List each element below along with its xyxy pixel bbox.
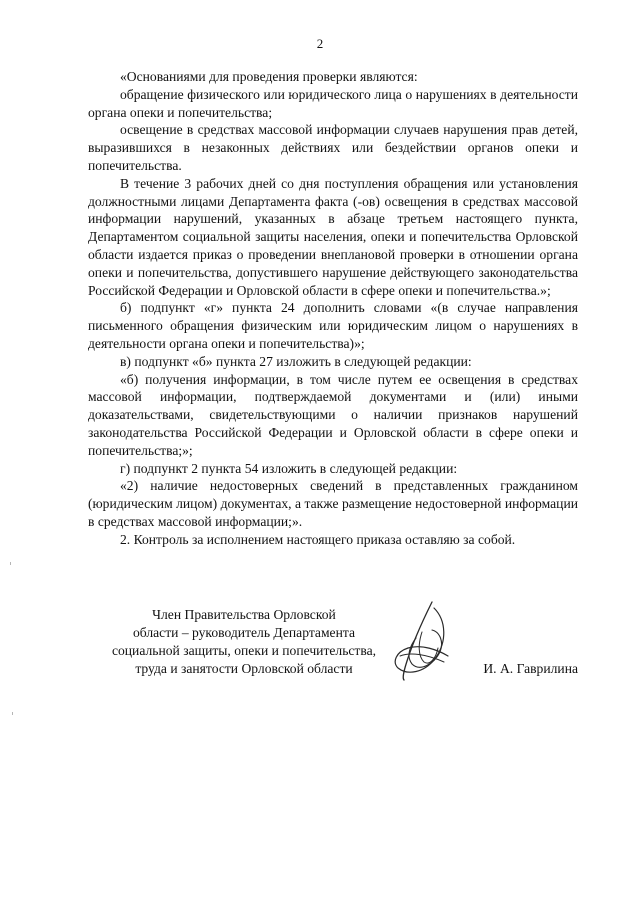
margin-mark [10, 562, 11, 565]
paragraph: «Основаниями для проведения проверки являются: [120, 69, 418, 84]
paragraph: «2) наличие недостоверных сведений в представленных гражданином (юридическим лицом) документах, а также размещение недостоверной информации в средствах массовой информации;». [88, 478, 578, 529]
paragraph: обращение физического или юридического лица о нарушениях в деятельности органа опеки и попечительства; [88, 86, 578, 120]
signatory-title-line: социальной защиты, опеки и попечительства, [111, 643, 377, 658]
page-number: 2 [316, 36, 324, 51]
signatory-title-line: области – руководитель Департамента [132, 625, 356, 640]
signatory-title-line: Член Правительства Орловской [152, 607, 336, 622]
paragraph: «б) получения информации, в том числе путем ее освещения в средствах массовой информации, подтверждаемой документами и (или) иными доказательствами, свидетельствующими о наличии признаков нарушений законодательства Российской Федерации и Орловской области в сфере опеки и попечительства;»; [88, 371, 578, 458]
paragraph: освещение в средствах массовой информации случаев нарушения прав детей, выразившихся в незаконных действиях или бездействии органов опеки и попечительства. [88, 122, 578, 173]
paragraph: 2. Контроль за исполнением настоящего приказа оставляю за собой. [120, 531, 516, 547]
paragraph: В течение 3 рабочих дней со дня поступления обращения или установления должностными лицами Департамента факта (-ов) освещения в средствах массовой информации нарушений, указанных в абзаце третьем настоящего пункта, Департаментом социальной защиты населения, опеки и попечительства Орловской области издается приказ о проведении внеплановой проверки в отношении органа опеки и попечительства, допустившего нарушение действующего законодательства Российской Федерации и Орловской области в сфере опеки и попечительства.»; [88, 175, 578, 298]
margin-mark [12, 712, 13, 715]
paragraph: г) подпункт 2 пункта 54 изложить в следующей редакции: [120, 460, 458, 476]
signatory-title-line: труда и занятости Орловской области [135, 661, 353, 676]
signature-block [88, 606, 578, 686]
paragraph: б) подпункт «г» пункта 24 дополнить словами «(в случае направления письменного обращения физическим или юридическим лицом о нарушениях в деятельности органа опеки и попечительства)»; [88, 300, 578, 351]
signatory-name: И. А. Гаврилина [483, 661, 578, 676]
signatory-title [88, 606, 400, 678]
document-body [88, 68, 578, 549]
paragraph: в) подпункт «б» пункта 27 изложить в следующей редакции: [120, 353, 472, 369]
handwritten-signature [388, 598, 462, 684]
